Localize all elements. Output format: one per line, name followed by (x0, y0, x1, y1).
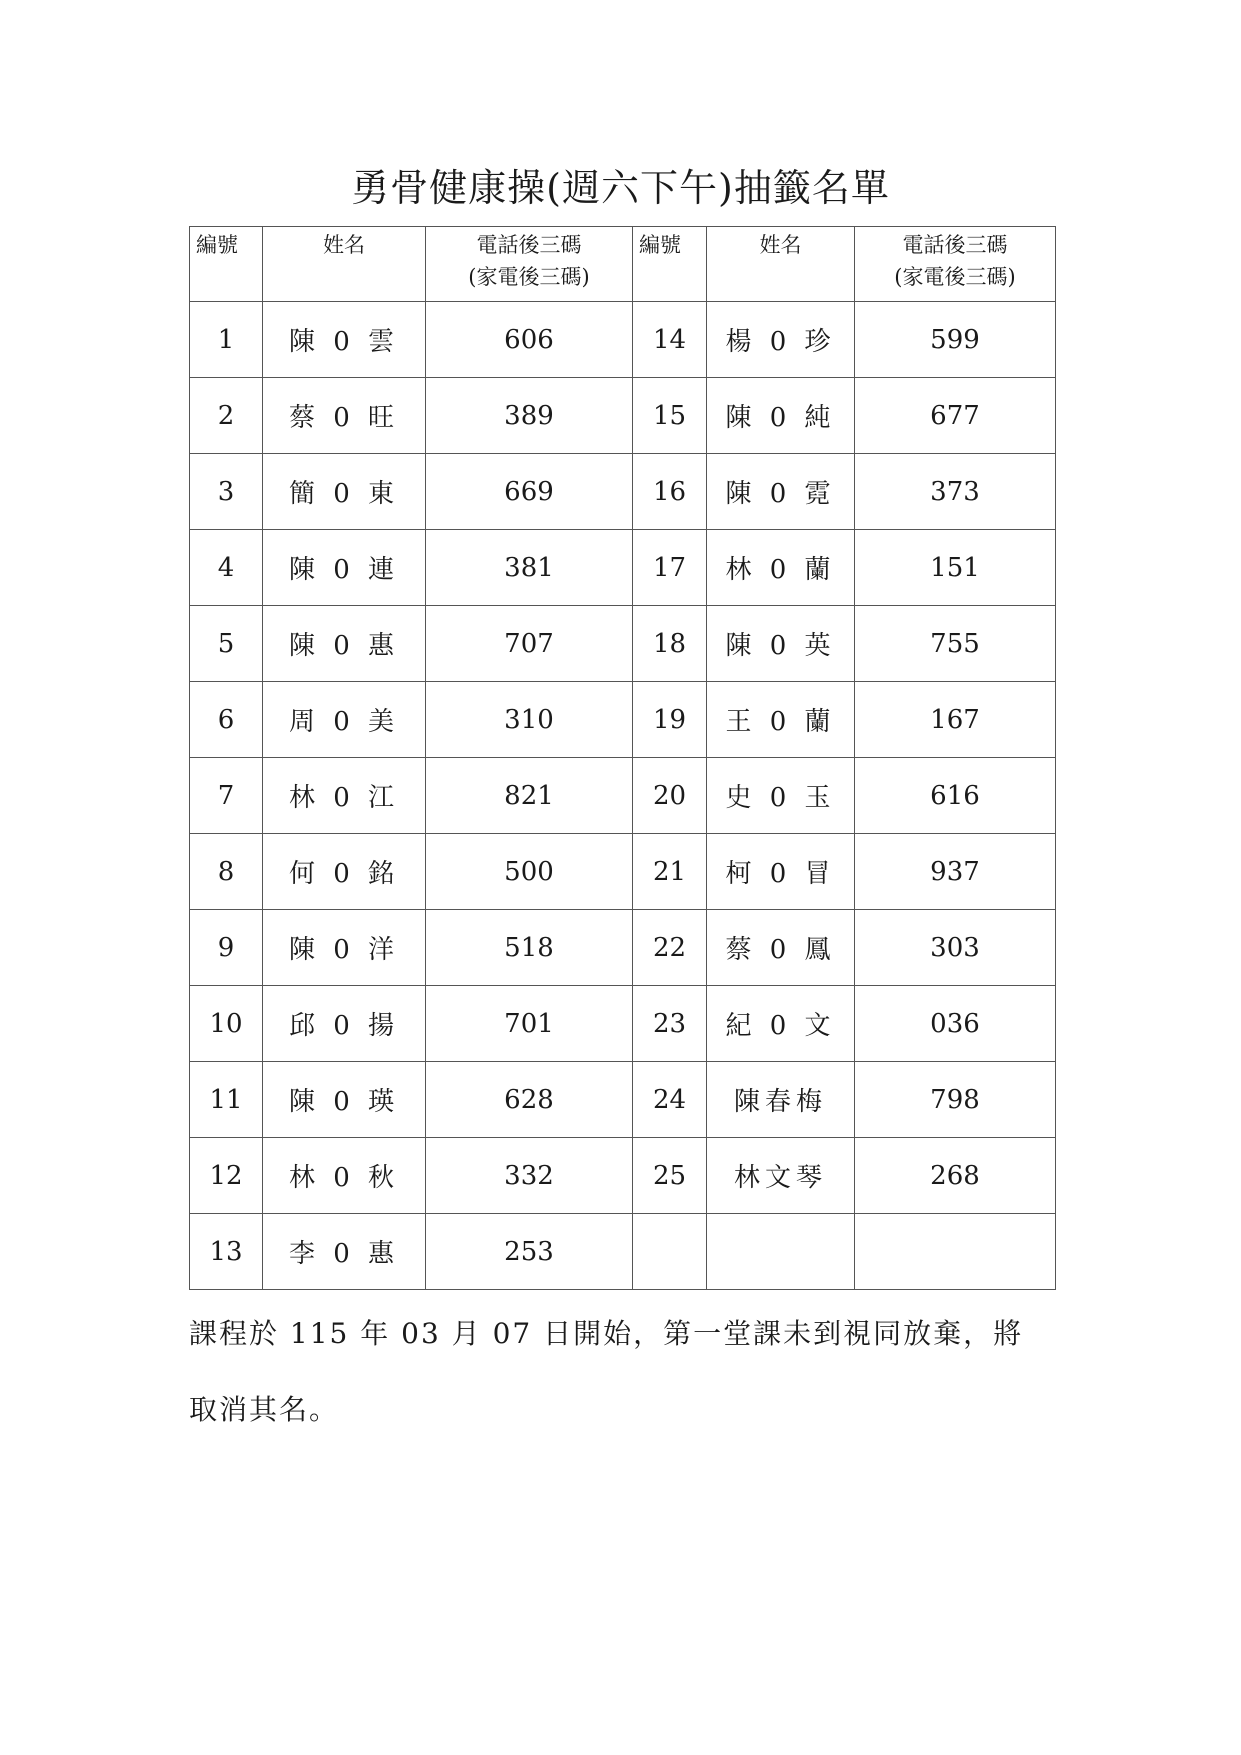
row-phone-right: 616 (855, 758, 1056, 834)
page-title: 勇骨健康操(週六下午)抽籤名單 (351, 166, 890, 210)
row-phone-right: 167 (855, 682, 1056, 758)
row-number-right: 19 (633, 682, 707, 758)
row-phone-right: 373 (855, 454, 1056, 530)
row-name-left: 林 0 江 (263, 758, 426, 834)
row-phone-right: 303 (855, 910, 1056, 986)
table-row (190, 682, 1056, 758)
row-number-right: 22 (633, 910, 707, 986)
table-row (190, 986, 1056, 1062)
row-number-left: 3 (190, 454, 263, 530)
table-row (190, 302, 1056, 378)
row-name-left: 陳 0 雲 (263, 302, 426, 378)
header-phone-line2-2: (家電後三碼) (894, 265, 1016, 289)
row-phone-right: 036 (855, 986, 1056, 1062)
row-number-left: 13 (190, 1214, 263, 1290)
table-row (190, 378, 1056, 454)
row-phone-right: 151 (855, 530, 1056, 606)
row-name-left: 李 0 惠 (263, 1214, 426, 1290)
row-number-left: 1 (190, 302, 263, 378)
row-name-right: 王 0 蘭 (707, 682, 855, 758)
table-row (190, 1214, 1056, 1290)
row-phone-right: 937 (855, 834, 1056, 910)
row-name-left: 周 0 美 (263, 682, 426, 758)
row-phone-right: 798 (855, 1062, 1056, 1138)
row-number-right: 18 (633, 606, 707, 682)
table-row (190, 606, 1056, 682)
header-phone-line2: (家電後三碼) (468, 265, 590, 289)
row-name-right: 陳 0 霓 (707, 454, 855, 530)
row-name-right: 陳 0 純 (707, 378, 855, 454)
row-phone-left: 821 (426, 758, 633, 834)
row-name-left: 蔡 0 旺 (263, 378, 426, 454)
row-phone-left: 332 (426, 1138, 633, 1214)
table-row (190, 910, 1056, 986)
row-name-left: 邱 0 揚 (263, 986, 426, 1062)
row-phone-left: 628 (426, 1062, 633, 1138)
row-phone-left: 389 (426, 378, 633, 454)
row-number-left: 7 (190, 758, 263, 834)
row-name-left: 林 0 秋 (263, 1138, 426, 1214)
row-number-left: 10 (190, 986, 263, 1062)
row-phone-right: 599 (855, 302, 1056, 378)
row-name-left: 簡 0 東 (263, 454, 426, 530)
row-name-right (707, 1214, 855, 1290)
row-phone-left: 701 (426, 986, 633, 1062)
row-phone-left: 606 (426, 302, 633, 378)
row-number-right: 20 (633, 758, 707, 834)
row-name-right: 陳春梅 (707, 1062, 855, 1138)
row-name-right: 柯 0 冒 (707, 834, 855, 910)
row-number-left: 4 (190, 530, 263, 606)
table-row (190, 454, 1056, 530)
row-name-left: 陳 0 惠 (263, 606, 426, 682)
row-number-left: 9 (190, 910, 263, 986)
row-phone-left: 253 (426, 1214, 633, 1290)
header-phone-2 (855, 227, 1056, 302)
row-name-right: 紀 0 文 (707, 986, 855, 1062)
row-name-right: 林文琴 (707, 1138, 855, 1214)
row-name-right: 林 0 蘭 (707, 530, 855, 606)
row-number-right: 16 (633, 454, 707, 530)
row-number-right: 17 (633, 530, 707, 606)
row-phone-right: 268 (855, 1138, 1056, 1214)
row-name-left: 陳 0 瑛 (263, 1062, 426, 1138)
header-name-2: 姓名 (707, 227, 855, 302)
row-number-right: 21 (633, 834, 707, 910)
course-note-line1: 課程於 115 年 03 月 07 日開始，第一堂課未到視同放棄，將 (189, 1317, 1024, 1350)
table-row (190, 758, 1056, 834)
row-phone-right: 677 (855, 378, 1056, 454)
roster-table (189, 226, 1056, 1290)
row-number-right: 14 (633, 302, 707, 378)
row-name-right: 楊 0 珍 (707, 302, 855, 378)
header-phone-line1: 電話後三碼 (476, 233, 582, 257)
table-row (190, 530, 1056, 606)
row-phone-left: 500 (426, 834, 633, 910)
row-number-right (633, 1214, 707, 1290)
row-number-left: 6 (190, 682, 263, 758)
row-number-left: 12 (190, 1138, 263, 1214)
row-number-left: 8 (190, 834, 263, 910)
row-number-right: 25 (633, 1138, 707, 1214)
header-number: 編號 (190, 227, 263, 302)
row-phone-right (855, 1214, 1056, 1290)
row-name-left: 陳 0 洋 (263, 910, 426, 986)
row-name-right: 史 0 玉 (707, 758, 855, 834)
table-row (190, 1062, 1056, 1138)
row-name-left: 陳 0 連 (263, 530, 426, 606)
header-phone-line1-2: 電話後三碼 (902, 233, 1008, 257)
row-number-left: 2 (190, 378, 263, 454)
row-phone-left: 669 (426, 454, 633, 530)
row-phone-left: 381 (426, 530, 633, 606)
table-row (190, 1138, 1056, 1214)
row-name-right: 蔡 0 鳳 (707, 910, 855, 986)
header-name: 姓名 (263, 227, 426, 302)
row-phone-left: 518 (426, 910, 633, 986)
row-number-left: 5 (190, 606, 263, 682)
header-number-2: 編號 (633, 227, 707, 302)
table-header-row (190, 227, 1056, 302)
header-phone (426, 227, 633, 302)
row-number-right: 23 (633, 986, 707, 1062)
row-number-right: 15 (633, 378, 707, 454)
row-number-left: 11 (190, 1062, 263, 1138)
row-name-right: 陳 0 英 (707, 606, 855, 682)
table-row (190, 834, 1056, 910)
row-phone-left: 310 (426, 682, 633, 758)
row-name-left: 何 0 銘 (263, 834, 426, 910)
row-phone-left: 707 (426, 606, 633, 682)
row-phone-right: 755 (855, 606, 1056, 682)
course-note-line2: 取消其名。 (189, 1393, 340, 1426)
row-number-right: 24 (633, 1062, 707, 1138)
